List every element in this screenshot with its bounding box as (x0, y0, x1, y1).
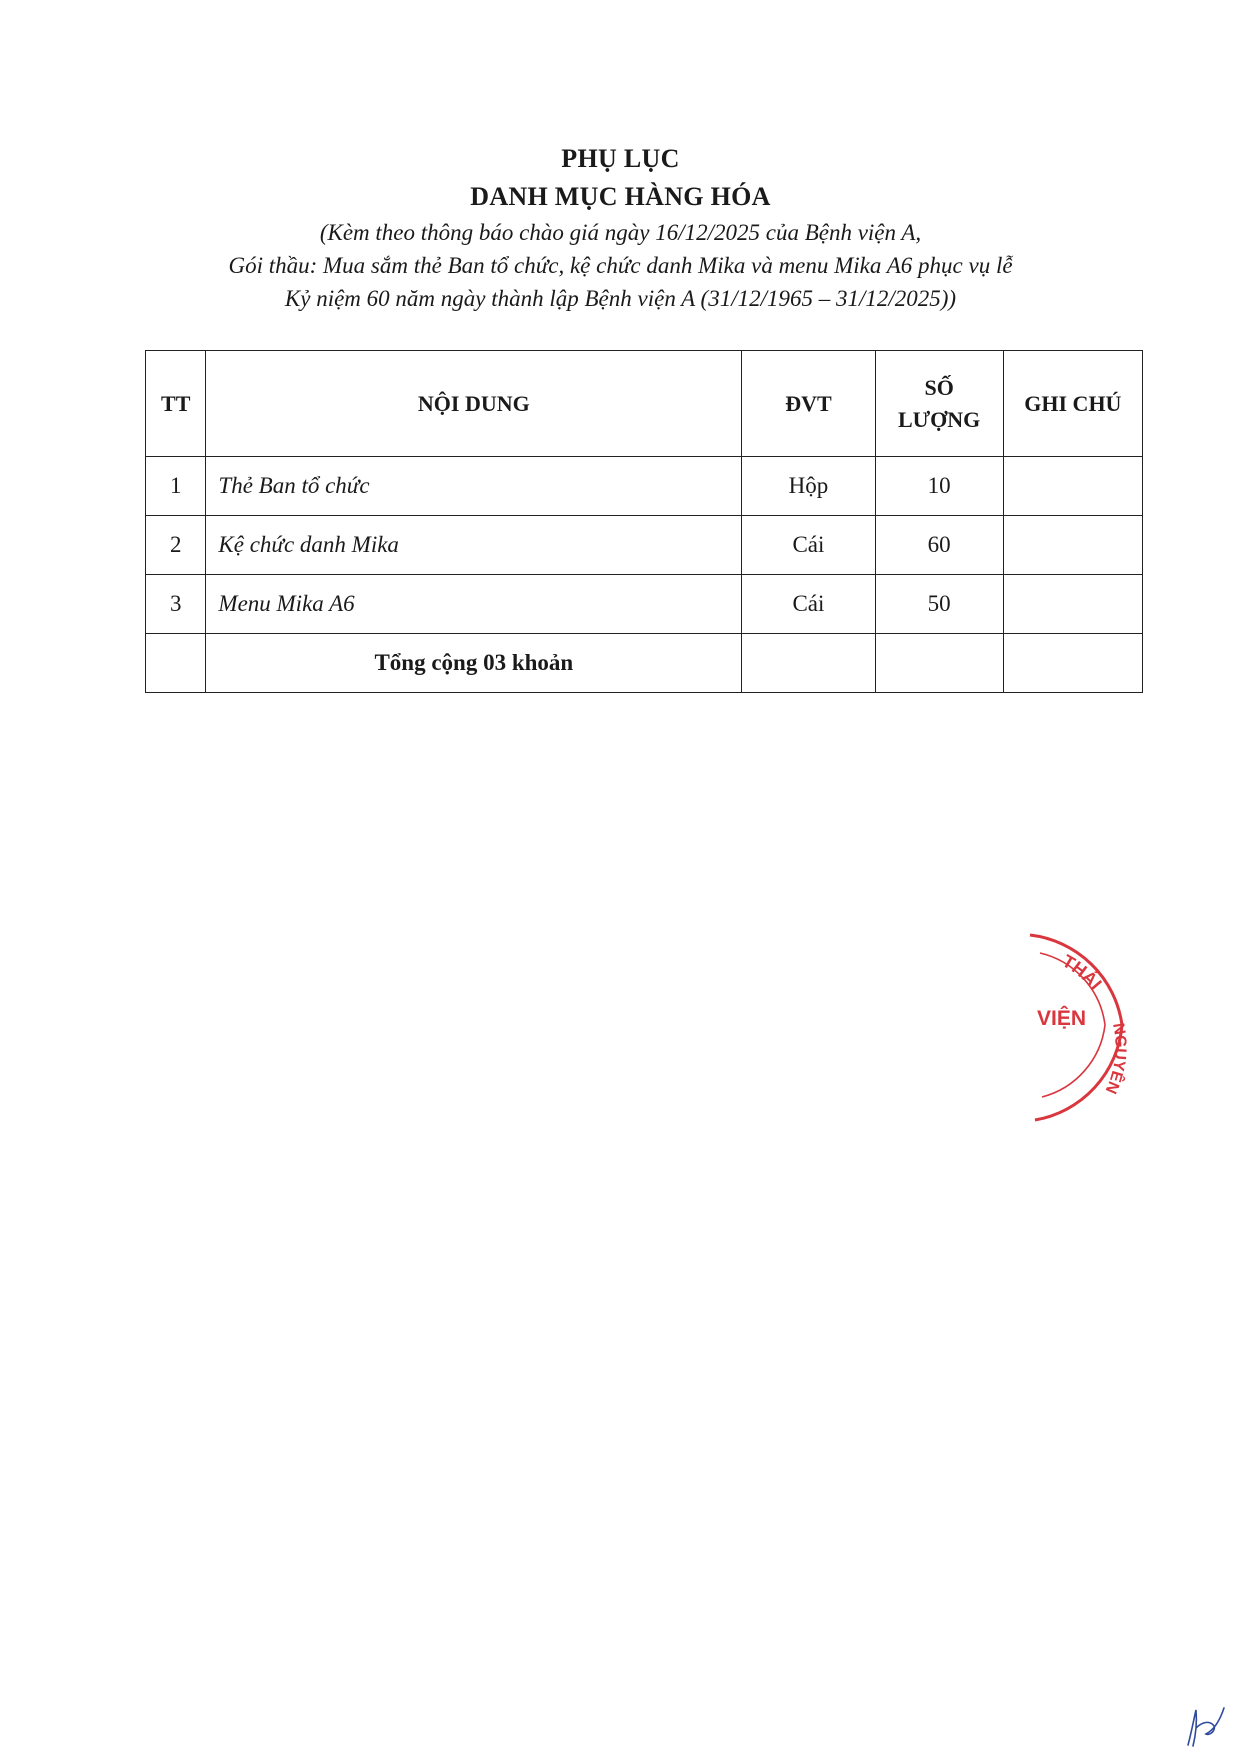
row-dvt: Cái (742, 575, 875, 634)
appendix-title: PHỤ LỤC (561, 144, 680, 173)
column-header-tt: TT (146, 351, 206, 457)
stamp-mid-text: VIỆN (1037, 1007, 1087, 1030)
row-tt: 3 (146, 575, 206, 634)
column-header-noi-dung: NỘI DUNG (206, 351, 742, 457)
table-row (146, 457, 1143, 516)
column-header-so-luong-line-1: SỐ (924, 374, 954, 400)
table-row (146, 516, 1143, 575)
row-ghi-chu (1003, 457, 1142, 516)
row-noi-dung: Kệ chức danh Mika (206, 516, 742, 575)
total-label: Tổng cộng 03 khoản (206, 634, 742, 693)
header-note-line-2: Gói thầu: Mua sắm thẻ Ban tổ chức, kệ chức danh Mika và menu Mika A6 phục vụ lễ (228, 253, 1013, 278)
table-row (146, 575, 1143, 634)
row-ghi-chu (1003, 575, 1142, 634)
row-dvt: Cái (742, 516, 875, 575)
total-so-luong-cell (875, 634, 1003, 693)
row-noi-dung: Thẻ Ban tổ chức (206, 457, 742, 516)
stamp-top-text: THÁI (1059, 950, 1106, 994)
table-header-row (146, 351, 1143, 457)
row-so-luong: 60 (875, 516, 1003, 575)
row-so-luong: 10 (875, 457, 1003, 516)
row-noi-dung: Menu Mika A6 (206, 575, 742, 634)
column-header-ghi-chu: GHI CHÚ (1003, 351, 1142, 457)
header-note-line-1: (Kèm theo thông báo chào giá ngày 16/12/2025 của Bệnh viện A, (319, 220, 922, 245)
table-total-row (146, 634, 1143, 693)
goods-table (145, 350, 1143, 693)
goods-list-title: DANH MỤC HÀNG HÓA (470, 182, 771, 211)
column-header-dvt: ĐVT (742, 351, 875, 457)
column-header-so-luong (875, 351, 1003, 457)
total-tt-cell (146, 634, 206, 693)
row-ghi-chu (1003, 516, 1142, 575)
red-stamp (1000, 925, 1135, 1125)
total-dvt-cell (742, 634, 875, 693)
header-note-line-3: Kỷ niệm 60 năm ngày thành lập Bệnh viện A (31/12/1965 – 31/12/2025)) (284, 286, 957, 311)
row-tt: 1 (146, 457, 206, 516)
row-so-luong: 50 (875, 575, 1003, 634)
row-dvt: Hộp (742, 457, 875, 516)
signature-stroke (1188, 1708, 1224, 1746)
document-header (0, 140, 1241, 315)
column-header-so-luong-line-2: LƯỢNG (898, 406, 981, 432)
stamp-side-text: NGUYÊN (1101, 1021, 1129, 1096)
signature-mark (1180, 1700, 1230, 1750)
row-tt: 2 (146, 516, 206, 575)
total-ghi-chu-cell (1003, 634, 1142, 693)
